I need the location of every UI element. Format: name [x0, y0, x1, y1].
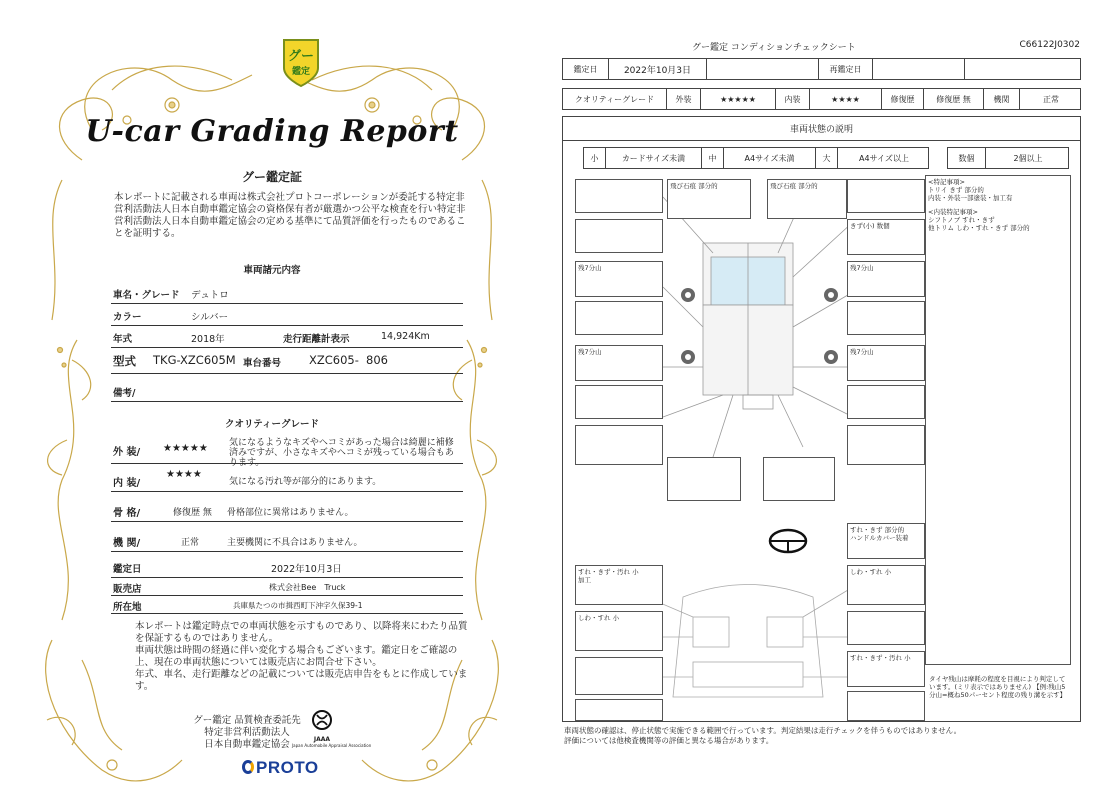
interior-stars: ★★★★ — [166, 469, 202, 480]
panel-top-right: 飛び石痕 部分的 — [767, 179, 847, 219]
interior-label: 内 装/ — [113, 478, 141, 489]
panel-box — [575, 301, 663, 335]
spec-heading: 車両諸元内容 — [243, 265, 301, 276]
color-row — [111, 304, 463, 326]
proto-text: PROTO — [256, 758, 319, 777]
panel-box — [575, 179, 663, 213]
panel-box — [847, 179, 925, 213]
steering-wheel-icon — [770, 530, 806, 552]
engine-label: 機 関/ — [113, 538, 141, 549]
section-title: 車両状態の説明 — [563, 117, 1080, 141]
notes-line-3: 内装・外装一部塗装・加工有 — [928, 194, 1013, 202]
reappraisal-value — [873, 59, 965, 79]
panel-seat-right: しわ・すれ 小 — [847, 565, 925, 605]
model-row — [111, 350, 463, 374]
panel-box — [575, 219, 663, 253]
panel-steering: すれ・きず 部分的 ハンドルカバー装着 — [847, 523, 925, 559]
model-label: 型式 — [113, 354, 136, 368]
exterior-grade-row — [111, 432, 463, 468]
notes-box — [925, 175, 1071, 665]
issuer-line-3: 日本自動車鑑定協会 — [204, 739, 290, 750]
vehicle-name-label: 車名・グレード — [113, 290, 180, 301]
interior-grade-row — [111, 464, 463, 492]
proto-mark-icon — [242, 760, 254, 774]
issuer-line-2: 特定非営利活動法人 — [204, 727, 290, 738]
year-label: 年式 — [113, 334, 133, 345]
reappraisal-label: 再鑑定日 — [819, 59, 873, 79]
footnote-line-2: 評価については他検査機関等の評価と異なる場合があります。 — [564, 736, 774, 745]
panel-box — [667, 457, 741, 501]
mileage-label: 走行距離計表示 — [283, 334, 350, 345]
jaaa-logo — [292, 710, 372, 748]
exterior-label: 外 装/ — [113, 447, 141, 458]
certificate-heading: グー鑑定証 — [241, 170, 302, 184]
jaaa-label: JAAA — [313, 736, 331, 743]
vehicle-condition-panel — [562, 116, 1081, 722]
interior-note: 気になる汚れ等が部分的にあります。 — [229, 477, 382, 487]
panel-seat-left2: しわ・すれ 小 — [575, 611, 663, 651]
exterior-note: 気になるようなキズやヘコミがあった場合は綺麗に補修済みですが、小さなキズやヘコミが残っている場合もあります。 — [229, 438, 454, 468]
chassis-label: 車台番号 — [243, 358, 282, 369]
sheet-interior-label: 内装 — [776, 89, 810, 109]
sheet-repair-label: 修復歴 — [882, 89, 924, 109]
panel-seat-left: すれ・きず・汚れ 小 加工 — [575, 565, 663, 605]
goo-appraisal-badge-icon — [280, 38, 322, 88]
disclaimer-line-3: 年式、車名、走行距離などの記載については販売店申告をもとに作成しています。 — [135, 669, 468, 692]
appraisal-date-label: 鑑定日 — [113, 564, 142, 575]
condition-check-sheet — [562, 36, 1083, 760]
color-label: カラー — [113, 312, 142, 323]
notes-line-5: <内装特記事項> — [928, 208, 978, 216]
frame-label: 骨 格/ — [113, 508, 141, 519]
notes-line-1: <特記事項> — [928, 178, 965, 186]
dealer-value: 株式会社Bee Truck — [269, 583, 346, 592]
panel-tire-fl: 残7分山 — [575, 261, 663, 297]
proto-logo — [242, 758, 319, 778]
engine-note: 主要機関に不具合はありません。 — [227, 538, 363, 548]
panel-tire-rr: 残7分山 — [847, 345, 925, 381]
model-value: TKG-XZC605M — [153, 353, 236, 367]
exterior-stars: ★★★★★ — [163, 443, 208, 454]
panel-tire-rl: 残7分山 — [575, 345, 663, 381]
date-row — [562, 58, 1081, 80]
vehicle-name-value: デュトロ — [191, 290, 229, 301]
panel-box — [847, 301, 925, 335]
mileage-value: 14,924Km — [381, 331, 430, 342]
size-medium: 中 — [702, 148, 724, 168]
panel-box — [575, 425, 663, 465]
location-row — [111, 596, 463, 614]
disclaimer — [135, 621, 475, 693]
panel-box — [847, 425, 925, 465]
notes-line-6: シフトノブ すれ・きず — [928, 216, 995, 224]
sheet-date-value: 2022年10月3日 — [609, 59, 707, 79]
sheet-engine-value: 正常 — [1043, 94, 1059, 104]
jaaa-subtext: Japan Automobile Appraisal Association — [292, 743, 372, 748]
frame-value: 修復歴 無 — [173, 508, 212, 518]
quality-row — [562, 88, 1081, 110]
issuer-line-1: グー鑑定 品質検査委託先 — [193, 715, 301, 726]
sheet-date-label: 鑑定日 — [563, 59, 609, 79]
jaaa-emblem-icon — [310, 710, 334, 732]
sheet-exterior-label: 外装 — [667, 89, 701, 109]
panel-box — [575, 657, 663, 695]
size-large: 大 — [816, 148, 838, 168]
sheet-exterior-stars: ★★★★★ — [701, 89, 776, 109]
panel-box — [575, 385, 663, 419]
year-value: 2018年 — [191, 334, 225, 345]
appraisal-date-row — [111, 556, 463, 578]
sheet-engine-label: 機関 — [984, 89, 1020, 109]
disclaimer-line-1: 本レポートは鑑定時点での車両状態を示すものであり、以降将来にわたり品質を保証するものではありません。 — [135, 621, 468, 644]
engine-grade-row — [111, 522, 463, 552]
size-medium-desc: A4サイズ未満 — [724, 148, 816, 168]
sheet-footnote — [564, 726, 1084, 746]
panel-box — [847, 691, 925, 721]
svg-text:鑑定: 鑑定 — [291, 67, 311, 77]
frame-grade-row — [111, 492, 463, 522]
multi-legend — [947, 147, 1069, 169]
chassis-suffix: 806 — [366, 353, 388, 367]
tire-note: タイヤ残山は摩耗の程度を目視により判定しています。(ミリ表示ではありません) 【例:残山5分山=概ね50パーセント程度の残り溝を示す】 — [929, 675, 1067, 699]
year-row — [111, 326, 463, 348]
panel-box — [847, 611, 925, 645]
panel-top-left: 飛び石痕 部分的 — [667, 179, 751, 219]
size-large-desc: A4サイズ以上 — [859, 153, 909, 163]
size-small-desc: カードサイズ未満 — [606, 148, 702, 168]
appraisal-date-value: 2022年10月3日 — [271, 564, 342, 575]
sheet-interior-stars: ★★★★ — [810, 89, 882, 109]
sheet-repair-value: 修復歴 無 — [924, 89, 984, 109]
size-multi: 数個 — [948, 148, 986, 168]
sheet-title: グー鑑定 コンディションチェックシート — [692, 43, 856, 53]
size-small: 小 — [584, 148, 606, 168]
color-value: シルバー — [191, 312, 229, 323]
notes-line-7: 他トリム しわ・すれ・きず 部分的 — [928, 224, 1030, 232]
panel-tire-fr: 残7分山 — [847, 261, 925, 297]
panel-seat-right2: すれ・きず・汚れ 小 — [847, 651, 925, 687]
vehicle-name-row — [111, 282, 463, 304]
remarks-label: 備考/ — [113, 388, 136, 399]
chassis-value: XZC605- — [309, 353, 359, 367]
frame-note: 骨格部位に異常はありません。 — [227, 508, 354, 518]
dealer-row — [111, 578, 463, 596]
report-title: U-car Grading Report — [85, 114, 459, 149]
certificate-intro: 本レポートに記載される車両は株式会社プロトコーポレーションが委託する特定非営利活動法人日本自動車鑑定協会の資格保有者が厳選かつ公平な検査を行い特定非営利活動法人日本自動車鑑定協会の定める基準にて品質評価を行ったものであることを証明する。 — [114, 192, 466, 239]
location-value: 兵庫県たつの市揖西町下沖字久保39-1 — [233, 601, 363, 610]
sheet-empty-cell — [707, 59, 819, 79]
size-multi-desc: 2個以上 — [1013, 153, 1043, 163]
sheet-code: C66122J0302 — [1019, 40, 1080, 50]
sheet-quality-label: クオリティーグレード — [563, 89, 667, 109]
remarks-row — [111, 376, 463, 402]
panel-right-upper: きず(小) 数個 — [847, 219, 925, 255]
panel-box — [847, 385, 925, 419]
svg-text:グー: グー — [287, 49, 315, 64]
engine-value: 正常 — [181, 538, 200, 548]
panel-box — [575, 699, 663, 721]
quality-grade-heading: クオリティーグレード — [224, 419, 320, 430]
reappraisal-extra — [965, 59, 1082, 79]
panel-box — [763, 457, 835, 501]
dealer-label: 販売店 — [113, 584, 142, 595]
notes-line-2: トリイ きず 部分的 — [928, 186, 984, 194]
location-label: 所在地 — [113, 602, 142, 613]
grading-certificate — [22, 20, 522, 790]
footnote-line-1: 車両状態の確認は、停止状態で実施できる範囲で行っています。判定結果は走行チェックを伴うものではありません。 — [564, 726, 962, 735]
disclaimer-line-2: 車両状態は時間の経過に伴い変化する場合もございます。鑑定日をご確認の上、現在の車両状態については販売店にお問合せ下さい。 — [135, 645, 458, 668]
